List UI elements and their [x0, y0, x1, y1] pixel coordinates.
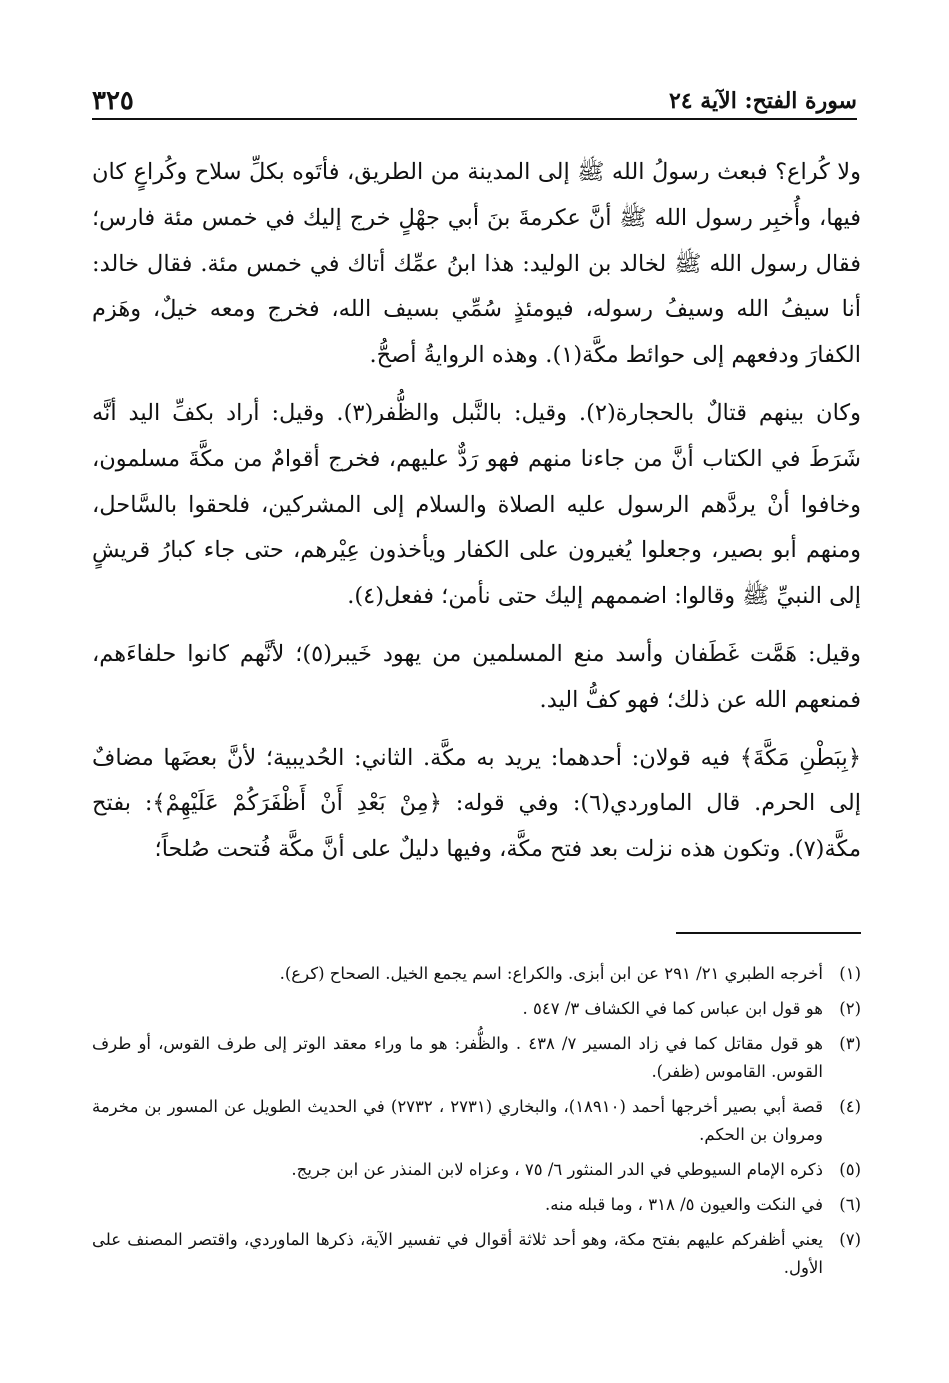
footnote-number: (٥) — [839, 1160, 861, 1179]
footnote-text: هو قول ابن عباس كما في الكشاف ٣/ ٥٤٧ . — [522, 999, 823, 1018]
footnote — [92, 1226, 861, 1282]
footnote — [92, 995, 861, 1023]
footnote-text: قصة أبي بصير أخرجها أحمد (١٨٩١٠)، والبخاري (٢٧٣١ ، ٢٧٣٢) في الحديث الطويل عن المسور بن مخرمة ومروان بن الحكم. — [92, 1097, 823, 1144]
footnote-number: (٤) — [839, 1097, 861, 1116]
footnotes — [92, 960, 861, 1289]
footnote — [92, 1030, 861, 1086]
sura-title: سورة الفتح: الآية ٢٤ — [668, 88, 857, 114]
footnote-number: (٧) — [839, 1230, 861, 1249]
page-number: ٣٢٥ — [92, 86, 134, 116]
footnote — [92, 1093, 861, 1149]
footnote-text: في النكت والعيون ٥/ ٣١٨ ، وما قبله منه. — [545, 1195, 823, 1214]
footnote-number: (١) — [839, 964, 861, 983]
footnote — [92, 1191, 861, 1219]
paragraph: ﴿بِبَطْنِ مَكَّةَ﴾ فيه قولان: أحدهما: يريد به مكَّة. الثاني: الحُديبية؛ لأنَّ بعضَها مضافٌ إلى الحرم. قال الماوردي(٦): وفي قوله: ﴿مِنْ بَعْدِ أَنْ أَظْفَرَكُمْ عَلَيْهِمْ﴾: بفتح مكَّة(٧). وتكون هذه نزلت بعد فتح مكَّة، وفيها دليلٌ على أنَّ مكَّة فُتحت صُلحاً؛ — [92, 744, 862, 863]
footnote-number: (٦) — [839, 1195, 861, 1214]
main-text — [92, 150, 861, 885]
footnote-number: (٢) — [839, 999, 861, 1018]
page-header — [92, 82, 857, 120]
footnote-text: يعني أظفركم عليهم بفتح مكة، وهو أحد ثلاثة أقوال في تفسير الآية، ذكرها الماوردي، واقتصر المصنف على الأول. — [92, 1230, 823, 1277]
footnote-separator — [676, 932, 861, 934]
paragraph: وكان بينهم قتالٌ بالحجارة(٢). وقيل: بالنَّبل والظُّفر(٣). وقيل: أراد بكفِّ اليد أنَّه شَرَطَ في الكتاب أنَّ من جاءنا منهم فهو رَدٌّ عليهم، فخرج أقوامٌ من مكَّةَ مسلمون، وخافوا أنْ يردَّهم الرسول عليه الصلاة والسلام إلى المشركين، فلحقوا بالسَّاحل، ومنهم أبو بصير، وجعلوا يُغيرون على الكفار ويأخذون عِيْرهم، حتى جاء كبارُ قريشٍ إلى النبيِّ ﷺ وقالوا: اضممهم إليك حتى نأمن؛ ففعل(٤). — [92, 399, 861, 610]
footnote-text: هو قول مقاتل كما في زاد المسير ٧/ ٤٣٨ . والظُّفر: هو ما وراء معقد الوتر إلى طرف القوس، أو طرف القوس. القاموس (ظفر). — [92, 1034, 823, 1081]
paragraph: ولا كُراع؟ فبعث رسولُ الله ﷺ إلى المدينة من الطريق، فأتَوه بكلِّ سلاح وكُراعٍ كان فيها، وأُخبِر رسول الله ﷺ أنَّ عكرمةَ بنَ أبي جهْلٍ خرج إليك في خمس مئة فارس؛ فقال رسول الله ﷺ لخالد بن الوليد: هذا ابنُ عمِّك أتاك في خمس مئة. فقال خالد: أنا سيفُ الله وسيفُ رسوله، فيومئذٍ سُمِّي بسيف الله، فخرج ومعه خيلٌ، وهَزم الكفارَ ودفعهم إلى حوائط مكَّة(١). وهذه الروايةُ أصحُّ. — [92, 159, 861, 369]
footnote-number: (٣) — [839, 1034, 861, 1053]
footnote — [92, 960, 861, 988]
footnote-text: ذكره الإمام السيوطي في الدر المنثور ٦/ ٧٥ ، وعزاه لابن المنذر عن ابن جريج. — [291, 1160, 823, 1179]
footnote-text: أخرجه الطبري ٢١/ ٢٩١ عن ابن أبزى. والكراع: اسم يجمع الخيل. الصحاح (كرع). — [279, 964, 823, 983]
paragraph: وقيل: هَمَّت غَطَفان وأسد منع المسلمين من يهود خَيبر(٥)؛ لأنَّهم كانوا حلفاءَهم، فمنعهم الله عن ذلك؛ فهو كفُّ اليد. — [92, 640, 861, 713]
footnote — [92, 1156, 861, 1184]
